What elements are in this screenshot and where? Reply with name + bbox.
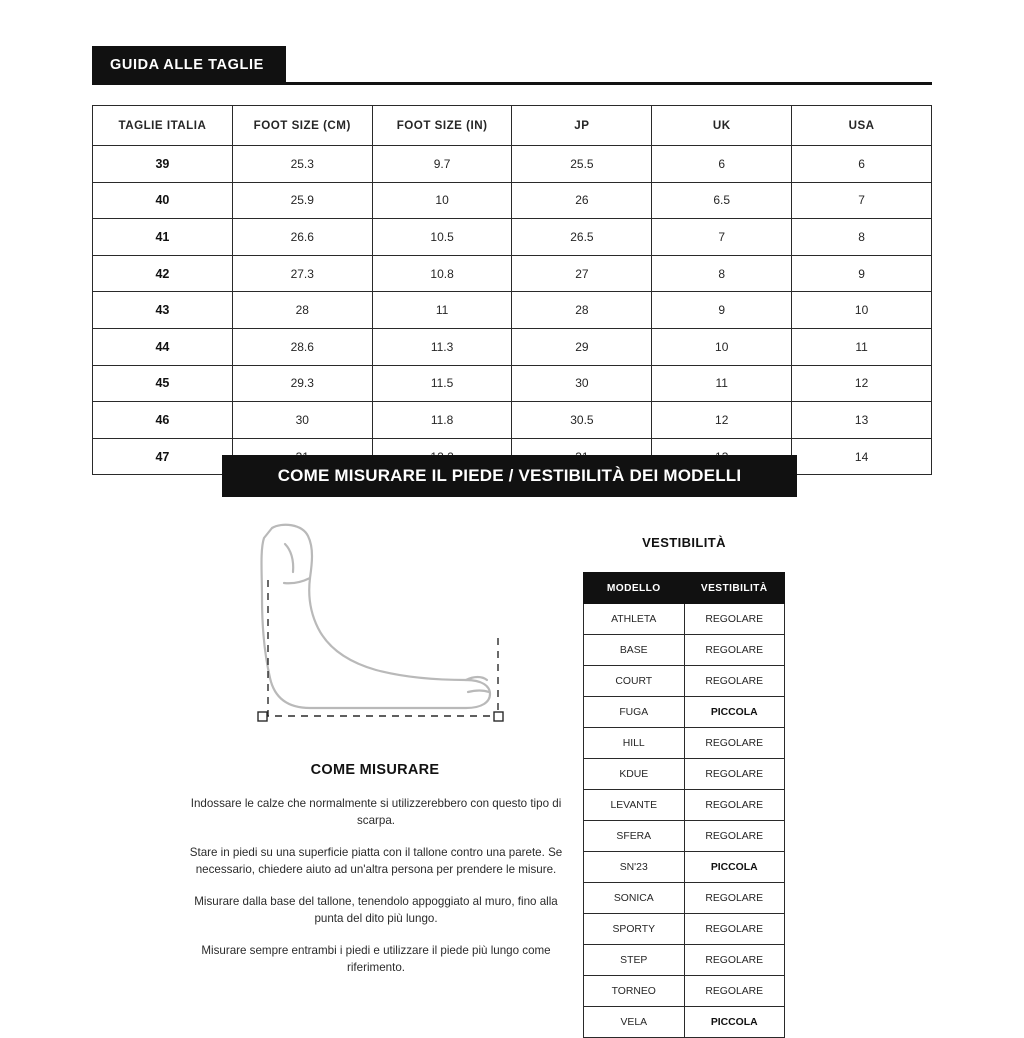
cell-jp: 28 — [512, 292, 652, 329]
cell-cm: 28.6 — [232, 328, 372, 365]
cell-modello: TORNEO — [584, 976, 685, 1007]
cell-uk: 6 — [652, 146, 792, 183]
table-row — [93, 292, 932, 329]
column-header-usa: USA — [792, 106, 932, 146]
cell-modello: COURT — [584, 666, 685, 697]
size-conversion-table — [92, 105, 932, 475]
cell-vestibilita: REGOLARE — [684, 604, 785, 635]
cell-vestibilita: REGOLARE — [684, 883, 785, 914]
cell-vestibilita: REGOLARE — [684, 790, 785, 821]
cell-usa: 11 — [792, 328, 932, 365]
cell-taglia: 46 — [93, 402, 233, 439]
cell-jp: 26 — [512, 182, 652, 219]
cell-jp: 26.5 — [512, 219, 652, 256]
column-header-modello: MODELLO — [584, 573, 685, 604]
cell-vestibilita: PICCOLA — [684, 697, 785, 728]
cell-vestibilita: PICCOLA — [684, 1007, 785, 1038]
cell-cm: 28 — [232, 292, 372, 329]
page-title: GUIDA ALLE TAGLIE — [92, 46, 286, 84]
fit-table — [583, 572, 785, 1038]
cell-taglia: 42 — [93, 255, 233, 292]
column-header-foot-size-in: FOOT SIZE (IN) — [372, 106, 512, 146]
measure-instructions-body — [180, 795, 572, 976]
table-row — [584, 976, 785, 1007]
cell-modello: VELA — [584, 1007, 685, 1038]
table-row — [93, 182, 932, 219]
cell-in: 11 — [372, 292, 512, 329]
cell-usa: 13 — [792, 402, 932, 439]
cell-vestibilita: REGOLARE — [684, 728, 785, 759]
cell-vestibilita: REGOLARE — [684, 635, 785, 666]
table-row — [584, 635, 785, 666]
cell-modello: SONICA — [584, 883, 685, 914]
cell-uk: 11 — [652, 365, 792, 402]
measure-paragraph-1: Indossare le calze che normalmente si utilizzerebbero con questo tipo di scarpa. — [190, 797, 562, 827]
column-header-uk: UK — [652, 106, 792, 146]
cell-usa: 7 — [792, 182, 932, 219]
table-row — [584, 790, 785, 821]
table-row — [584, 821, 785, 852]
fit-header-row — [584, 573, 785, 604]
cell-uk: 6.5 — [652, 182, 792, 219]
cell-modello: ATHLETA — [584, 604, 685, 635]
cell-vestibilita: REGOLARE — [684, 914, 785, 945]
cell-in: 9.7 — [372, 146, 512, 183]
cell-jp: 29 — [512, 328, 652, 365]
cell-cm: 25.3 — [232, 146, 372, 183]
cell-in: 10.5 — [372, 219, 512, 256]
table-row — [93, 255, 932, 292]
cell-uk: 8 — [652, 255, 792, 292]
cell-taglia: 40 — [93, 182, 233, 219]
cell-modello: KDUE — [584, 759, 685, 790]
cell-jp: 30.5 — [512, 402, 652, 439]
column-header-vestibilita: VESTIBILITÀ — [684, 573, 785, 604]
cell-in: 11.3 — [372, 328, 512, 365]
cell-vestibilita: PICCOLA — [684, 852, 785, 883]
page-header — [92, 46, 932, 84]
section-banner: COME MISURARE IL PIEDE / VESTIBILITÀ DEI MODELLI — [222, 455, 797, 497]
measure-paragraph-4: Misurare sempre entrambi i piedi e utilizzare il piede più lungo come riferimento. — [201, 944, 551, 974]
measure-endpoint-left — [258, 712, 267, 721]
cell-cm: 27.3 — [232, 255, 372, 292]
cell-in: 10.8 — [372, 255, 512, 292]
cell-cm: 26.6 — [232, 219, 372, 256]
cell-vestibilita: REGOLARE — [684, 759, 785, 790]
table-row — [584, 914, 785, 945]
table-row — [584, 883, 785, 914]
cell-uk: 10 — [652, 328, 792, 365]
column-header-jp: JP — [512, 106, 652, 146]
fit-table-title: VESTIBILITÀ — [642, 535, 726, 550]
cell-vestibilita: REGOLARE — [684, 821, 785, 852]
cell-in: 10 — [372, 182, 512, 219]
cell-vestibilita: REGOLARE — [684, 945, 785, 976]
table-row — [584, 728, 785, 759]
cell-vestibilita: REGOLARE — [684, 666, 785, 697]
cell-in: 11.5 — [372, 365, 512, 402]
table-row — [93, 219, 932, 256]
column-header-taglie-italia: TAGLIE ITALIA — [93, 106, 233, 146]
cell-modello: FUGA — [584, 697, 685, 728]
table-row — [584, 666, 785, 697]
measure-instructions-title: COME MISURARE — [310, 762, 440, 778]
cell-uk: 12 — [652, 402, 792, 439]
table-row — [584, 604, 785, 635]
cell-modello: SFERA — [584, 821, 685, 852]
table-row — [584, 1007, 785, 1038]
cell-taglia: 39 — [93, 146, 233, 183]
cell-modello: SPORTY — [584, 914, 685, 945]
cell-cm: 30 — [232, 402, 372, 439]
cell-modello: LEVANTE — [584, 790, 685, 821]
cell-modello: BASE — [584, 635, 685, 666]
cell-cm: 25.9 — [232, 182, 372, 219]
cell-taglia: 43 — [93, 292, 233, 329]
cell-jp: 30 — [512, 365, 652, 402]
cell-cm: 29.3 — [232, 365, 372, 402]
cell-modello: SN'23 — [584, 852, 685, 883]
table-row — [584, 759, 785, 790]
cell-uk: 9 — [652, 292, 792, 329]
cell-usa: 14 — [792, 438, 932, 475]
cell-modello: HILL — [584, 728, 685, 759]
cell-taglia: 41 — [93, 219, 233, 256]
foot-illustration-icon — [190, 520, 560, 740]
cell-usa: 12 — [792, 365, 932, 402]
cell-usa: 8 — [792, 219, 932, 256]
cell-jp: 25.5 — [512, 146, 652, 183]
foot-measurement-diagram — [190, 520, 560, 740]
table-row — [584, 852, 785, 883]
cell-jp: 27 — [512, 255, 652, 292]
cell-modello: STEP — [584, 945, 685, 976]
table-row — [93, 365, 932, 402]
cell-in: 11.8 — [372, 402, 512, 439]
cell-usa: 9 — [792, 255, 932, 292]
table-row — [584, 697, 785, 728]
cell-taglia: 47 — [93, 438, 233, 475]
cell-taglia: 45 — [93, 365, 233, 402]
column-header-foot-size-cm: FOOT SIZE (CM) — [232, 106, 372, 146]
table-row — [93, 146, 932, 183]
measure-endpoint-right — [494, 712, 503, 721]
cell-usa: 6 — [792, 146, 932, 183]
table-row — [93, 402, 932, 439]
cell-taglia: 44 — [93, 328, 233, 365]
table-row — [584, 945, 785, 976]
measure-paragraph-3: Misurare dalla base del tallone, tenendolo appoggiato al muro, fino alla punta del dito più lungo. — [194, 895, 558, 925]
table-header-row — [93, 106, 932, 146]
cell-uk: 7 — [652, 219, 792, 256]
cell-usa: 10 — [792, 292, 932, 329]
measure-paragraph-2: Stare in piedi su una superficie piatta con il tallone contro una parete. Se necessario, chiedere aiuto ad un'altra persona per prendere le misure. — [189, 846, 563, 876]
table-row — [93, 328, 932, 365]
cell-vestibilita: REGOLARE — [684, 976, 785, 1007]
